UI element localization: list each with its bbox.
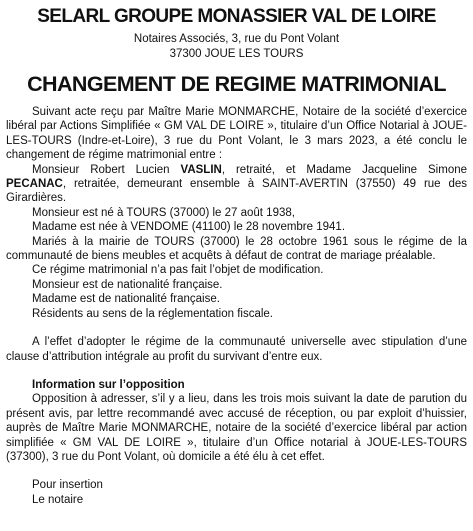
parties-text-1: Monsieur Robert Lucien <box>32 163 181 176</box>
parties-text-2: , retraité, et Madame Jacqueline Simone <box>221 163 468 176</box>
husband-surname: VASLIN <box>180 163 222 176</box>
opposition-heading: Information sur l’opposition <box>32 378 185 391</box>
parties-paragraph <box>6 163 467 206</box>
opposition-paragraph: Opposition à adresser, s’il y a lieu, dans les trois mois suivant la date de parution du présent avis, par lettre recommandé avec accusé de réception, ou par exploit d’huissier, auprès de Maître Marie MONMARCHE, notaire de la société d’exercice libéral par action simplifiée « GM VAL DE LOIRE », titulaire d’un Office notarial à JOUE-LES-TOURS (37300), 3 rue du Pont Volant, où domicile a été élu à cet effet. <box>6 393 467 463</box>
purpose-paragraph: A l’effet d’adopter le régime de la communauté universelle avec stipulation d’une clause d’attribution intégrale au profit du survivant d’entre eux. <box>6 336 467 363</box>
wife-surname: PECANAC <box>6 178 63 191</box>
spacer <box>6 321 467 335</box>
wife-birth: Madame est née à VENDOME (41100) le 28 novembre 1941. <box>32 221 346 234</box>
firm-address-line-2: 37300 JOUE LES TOURS <box>169 48 304 60</box>
spacer <box>6 464 467 478</box>
parties-text-3: , retraitée, demeurant ensemble à SAINT-AVERTIN (37550) 49 rue des Girardières. <box>6 178 467 205</box>
husband-birth: Monsieur est né à TOURS (37000) le 27 août 1938, <box>32 206 295 219</box>
no-modification: Ce régime matrimonial n’a pas fait l’objet de modification. <box>32 264 324 277</box>
husband-nationality: Monsieur est de nationalité française. <box>32 278 223 291</box>
notice-title: CHANGEMENT DE REGIME MATRIMONIAL <box>27 72 446 96</box>
marriage-paragraph: Mariés à la mairie de TOURS (37000) le 28 octobre 1961 sous le régime de la communauté de biens meubles et acquêts à défaut de contrat de mariage préalable. <box>6 235 467 263</box>
closing-signature: Le notaire <box>32 493 84 506</box>
firm-address-line-1: Notaires Associés, 3, rue du Pont Volant <box>133 33 340 45</box>
wife-nationality: Madame est de nationalité française. <box>32 293 220 306</box>
closing-for-insertion: Pour insertion <box>32 479 103 492</box>
intro-paragraph: Suivant acte reçu par Maître Marie MONMARCHE, Notaire de la société d’exercice libéral par Actions Simplifiée « GM VAL DE LOIRE », titulaire d’un Office Notarial à JOUE-LES-TOURS (Indre-et-Loire), 3 rue du Pont Volant, le 3 mars 2023, a été conclu le changement de régime matrimonial entre : <box>6 106 467 162</box>
firm-name: SELARL GROUPE MONASSIER VAL DE LOIRE <box>37 6 436 27</box>
spacer <box>6 364 467 378</box>
tax-residence: Résidents au sens de la réglementation fiscale. <box>32 307 274 320</box>
